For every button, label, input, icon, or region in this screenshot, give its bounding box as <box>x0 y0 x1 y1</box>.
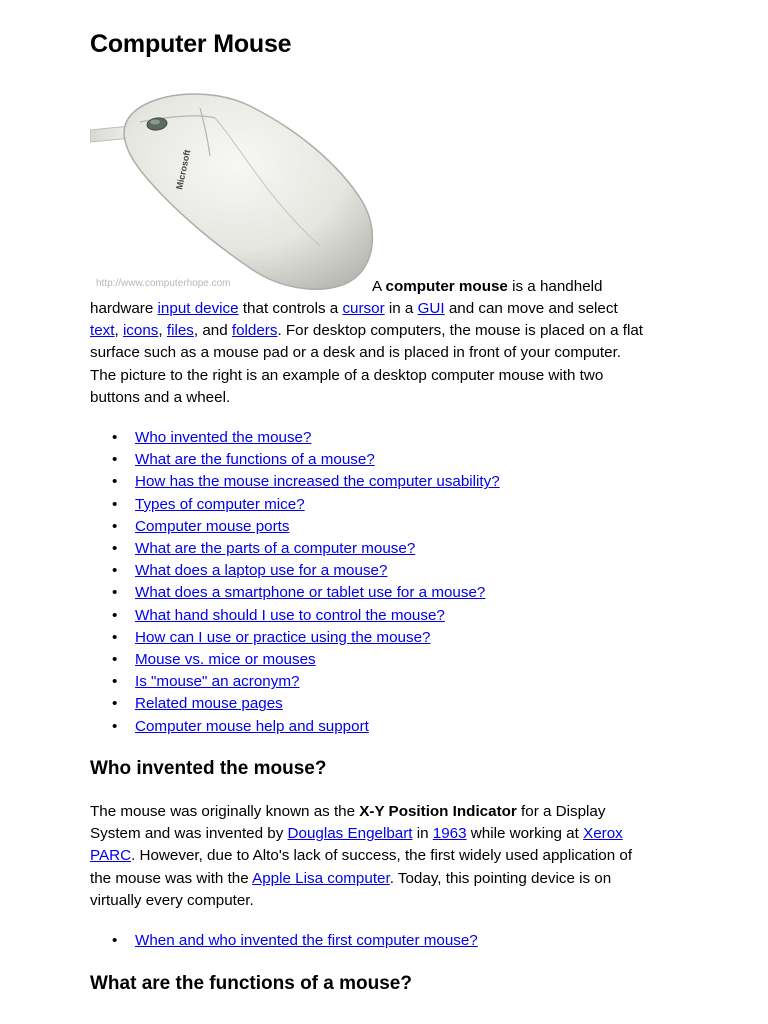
page-title: Computer Mouse <box>90 30 292 58</box>
intro-text: in a <box>384 300 418 317</box>
toc-link[interactable]: Computer mouse ports <box>135 517 290 535</box>
section-1-paragraph <box>90 801 690 912</box>
toc-link[interactable]: What are the parts of a computer mouse? <box>135 540 416 558</box>
link-input-device[interactable]: input device <box>157 300 239 317</box>
intro-paragraph <box>90 298 690 409</box>
list-item <box>90 649 500 671</box>
link-icons[interactable]: icons <box>122 322 159 340</box>
brand-logo: Microsoft <box>174 148 193 191</box>
intro-text: , <box>114 322 123 340</box>
body-text: while working at <box>466 825 584 843</box>
bold-term: X-Y Position Indicator <box>359 803 517 820</box>
list-item <box>90 582 500 604</box>
toc-link[interactable]: How has the mouse increased the computer usability? <box>135 473 500 491</box>
section-heading-who-invented: Who invented the mouse? <box>90 758 327 779</box>
list-item <box>90 516 500 538</box>
link-gui[interactable]: GUI <box>417 300 445 317</box>
link-files[interactable]: files <box>166 322 194 340</box>
list-item <box>90 449 500 471</box>
link-douglas-engelbart[interactable]: Douglas Engelbart <box>287 825 413 843</box>
toc-link[interactable]: Related mouse pages <box>135 695 283 713</box>
intro-line-4: surface such as a mouse pad or a desk and is placed in front of your computer. <box>90 344 622 362</box>
link-folders[interactable]: folders <box>231 322 278 340</box>
intro-line-6: buttons and a wheel. <box>90 388 231 406</box>
toc-link[interactable]: Is "mouse" an acronym? <box>135 673 300 691</box>
toc-list <box>90 427 500 738</box>
list-item <box>90 538 500 560</box>
toc-link[interactable]: What does a smartphone or tablet use for a mouse? <box>135 584 486 602</box>
intro-line-1 <box>372 276 602 298</box>
intro-line-2 <box>90 298 690 320</box>
list-item <box>90 930 478 952</box>
toc-link[interactable]: Who invented the mouse? <box>135 429 312 446</box>
section-1-line-3 <box>90 845 690 867</box>
intro-bold-term: computer mouse <box>385 278 508 295</box>
sublink-first-mouse[interactable]: When and who invented the first computer mouse? <box>135 932 478 949</box>
list-item <box>90 627 500 649</box>
body-text: in <box>412 825 433 843</box>
link-apple-lisa[interactable]: Apple Lisa computer <box>252 869 390 887</box>
link-1963[interactable]: 1963 <box>432 825 467 843</box>
image-watermark: http://www.computerhope.com <box>96 278 231 289</box>
toc-link[interactable]: What are the functions of a mouse? <box>135 451 375 469</box>
list-item <box>90 693 500 715</box>
toc-link[interactable]: Computer mouse help and support <box>135 717 369 735</box>
section-1-sublist <box>90 930 478 952</box>
intro-text: is a handheld <box>507 278 603 295</box>
toc-link[interactable]: Types of computer mice? <box>135 495 305 513</box>
section-1-line-1 <box>90 801 690 823</box>
intro-line-3 <box>90 320 690 342</box>
intro-text: and can move and select <box>444 300 618 317</box>
link-parc[interactable]: PARC <box>90 847 132 865</box>
list-item <box>90 471 500 493</box>
section-1-line-5: virtually every computer. <box>90 891 254 909</box>
body-text: the mouse was with the <box>90 869 253 887</box>
body-text: . Today, this pointing device is on <box>389 869 612 887</box>
intro-text: , <box>158 322 167 340</box>
section-1-line-4 <box>90 868 690 890</box>
list-item <box>90 671 500 693</box>
link-text[interactable]: text <box>90 322 115 340</box>
link-cursor[interactable]: cursor <box>342 300 385 317</box>
link-xerox[interactable]: Xerox <box>583 825 623 843</box>
list-item <box>90 560 500 582</box>
toc-link[interactable]: What hand should I use to control the mouse? <box>135 606 445 624</box>
list-item <box>90 494 500 516</box>
body-text: System and was invented by <box>90 825 288 843</box>
list-item <box>90 716 500 738</box>
section-heading-functions: What are the functions of a mouse? <box>90 973 412 994</box>
toc-link[interactable]: What does a laptop use for a mouse? <box>135 562 388 580</box>
intro-text: hardware <box>90 300 158 317</box>
section-1-line-2 <box>90 823 690 845</box>
intro-text: that controls a <box>238 300 343 317</box>
body-text: for a Display <box>516 803 606 820</box>
body-text: . However, due to Alto's lack of success, the first widely used application of <box>131 847 633 865</box>
computer-mouse-image <box>90 86 380 292</box>
intro-text: A <box>372 278 386 295</box>
list-item <box>90 605 500 627</box>
intro-text: . For desktop computers, the mouse is placed on a flat <box>277 322 643 340</box>
intro-line-5: The picture to the right is an example of a desktop computer mouse with two <box>90 366 604 384</box>
list-item <box>90 427 500 449</box>
intro-text: , and <box>193 322 232 340</box>
toc-link[interactable]: How can I use or practice using the mouse? <box>135 628 431 646</box>
toc-link[interactable]: Mouse vs. mice or mouses <box>135 651 316 669</box>
body-text: The mouse was originally known as the <box>90 803 360 820</box>
